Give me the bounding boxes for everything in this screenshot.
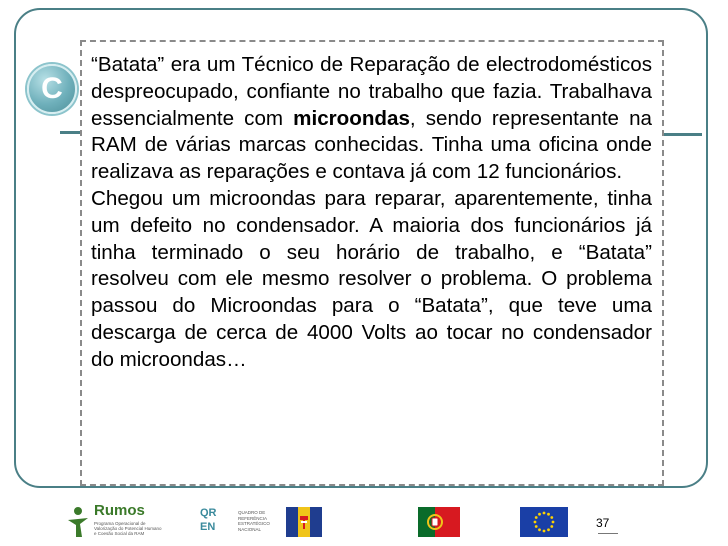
- story-p1-start: “Batata” era um Técnico de Reparação de electrodomésticos despreocupado, confiante no trabalho que fazia. Trabalhava essencialmente com: [91, 53, 652, 130]
- page-number-rule: [598, 533, 618, 534]
- madeira-flag-icon: [286, 507, 322, 537]
- frame-rule-left: [60, 131, 82, 134]
- story-paragraph-1: [91, 52, 652, 186]
- rumos-figure-icon: [66, 506, 90, 538]
- story-p1-end: , sendo representante na RAM de várias marcas conhecidas. Tinha uma oficina onde realizava as reparações e contava já com 12 funcionários.: [91, 106, 652, 184]
- qren-subtitle: QUADRO DE REFERÊNCIA ESTRATÉGICO NACIONAL: [238, 510, 270, 532]
- story-p1-bold: microondas: [293, 106, 410, 130]
- rumos-subtitle: Programa Operacional de Valorização do Potencial Humano e Coesão Social da RAM: [94, 521, 162, 536]
- story-textbox: [80, 40, 664, 486]
- page-number: 37: [596, 516, 610, 530]
- eu-flag-icon: [520, 507, 568, 537]
- story-paragraph-2: Chegou um microondas para reparar, aparentemente, tinha um defeito no condensador. A maioria dos funcionários já tinha terminado o seu horário de trabalho, e “Batata” resolveu com ele mesmo resolver o problema. O problema passou do Microondas para o “Batata”, que teve uma descarga de cerca de 4000 Volts ao tocar no condensador do microondas…: [91, 186, 652, 371]
- rumos-name: Rumos: [94, 502, 145, 519]
- portugal-flag-icon: [418, 507, 460, 537]
- qren-mark: QR EN: [200, 507, 217, 533]
- section-badge: C: [27, 64, 77, 114]
- rumos-logo: [66, 502, 186, 542]
- qren-logo: [200, 506, 270, 540]
